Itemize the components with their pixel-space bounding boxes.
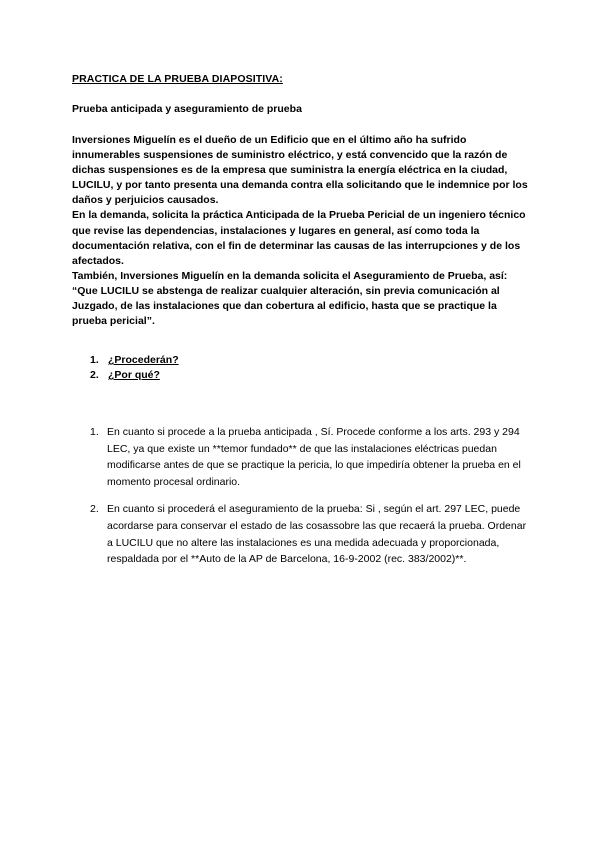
question-item [90,353,179,368]
question-number: 2. [90,369,99,381]
questions-list [90,353,179,383]
answers-list [90,424,530,568]
question-text: ¿Por qué? [108,369,160,381]
answer-text: En cuanto si procederá el aseguramiento de la prueba: Si , según el art. 297 LEC, puede acordarse para conservar el estado de las cosassobre las que recaerá la prueba. Ordenar a LUCILU que no altere las instalaciones es una medida adecuada y proporcionada, respaldada por el **Auto de la AP de Barcelona, 16-9-2002 (rec. 383/2002)**. [107,503,527,566]
case-paragraph: Inversiones Miguelín es el dueño de un Edificio que en el último año ha sufrido innumerables suspensiones de suministro eléctrico, y está convencido que la razón de dichas suspensiones es de la empresa que suministra la energía eléctrica en la ciudad, LUCILU, y por tanto presenta una demanda contra ella solicitando que le indemnice por los daños y perjuicios causados. [72,134,528,207]
answer-number: 1. [90,426,99,438]
case-paragraph: También, Inversiones Miguelín en la demanda solicita el Aseguramiento de Prueba, así: “Que LUCILU se abstenga de realizar cualquier alteración, sin previa comunicación al Juzgado, de las instalaciones que dan cobertura al edificio, hasta que se practique la prueba pericial”. [72,269,508,328]
question-item [90,368,179,383]
question-text: ¿Procederán? [108,354,179,366]
answer-item [90,501,530,567]
answer-number: 2. [90,503,99,516]
case-statement [72,133,532,329]
document-title: PRACTICA DE LA PRUEBA DIAPOSITIVA: [72,73,283,85]
case-paragraph: En la demanda, solicita la práctica Anticipada de la Prueba Pericial de un ingeniero técnico que revise las dependencias, instalaciones y lugares en general, así como toda la documentación relativa, con el fin de determinar las causas de las interrupciones y de los afectados. [72,209,526,267]
answer-item [90,424,530,490]
answer-text: En cuanto si procede a la prueba anticipada , Sí. Procede conforme a los arts. 293 y 294 LEC, ya que existe un **temor fundado** de que las instalaciones eléctricas puedan modificarse antes de que se practique la pericia, lo que impediría obtener la prueba en el momento procesal ordinario. [107,426,521,488]
document-subtitle: Prueba anticipada y aseguramiento de prueba [72,103,302,115]
question-number: 1. [90,354,99,366]
